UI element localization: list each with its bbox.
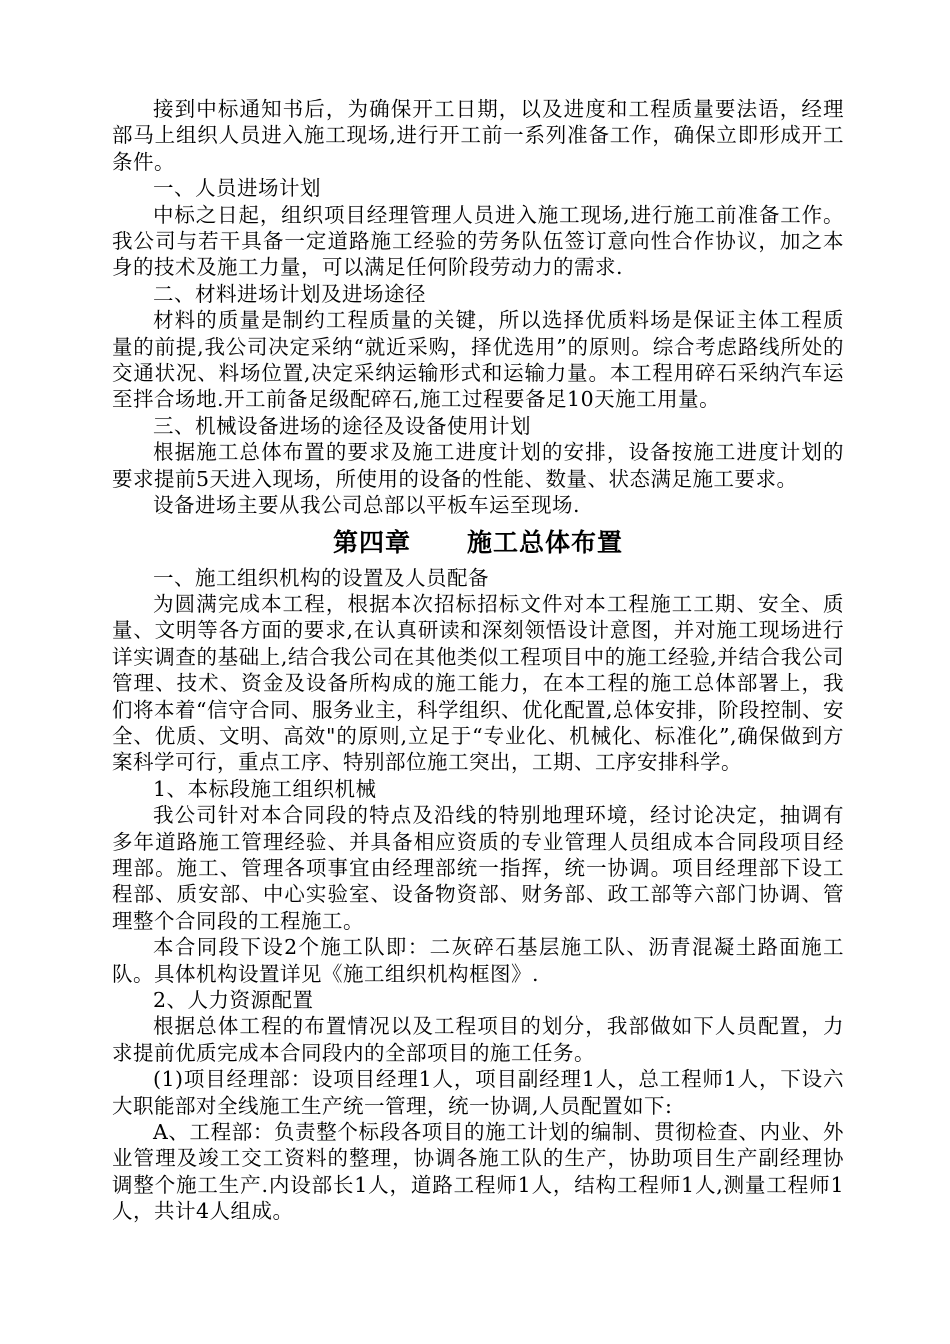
paragraph-personnel: 中标之日起，组织项目经理管理人员进入施工现场,进行施工前准备工作。我公司与若干具备一定道路施工经验的劳务队伍签订意向性合作协议，加之本身的技术及施工力量，可以满足任何阶段劳动力的需求.: [112, 202, 844, 280]
paragraph-project-department: (1)项目经理部：设项目经理1人，项目副经理1人，总工程师1人，下设六大职能部对全线施工生产统一管理，统一协调,人员配置如下:: [112, 1067, 844, 1118]
chapter-heading: [112, 527, 844, 559]
section-heading-equipment: 三、机械设备进场的途径及设备使用计划: [153, 413, 531, 438]
paragraph-human-resources: 根据总体工程的布置情况以及工程项目的划分，我部做如下人员配置，力求提前优质完成本合同段内的全部项目的施工任务。: [112, 1014, 844, 1065]
section-heading-organization: 一、施工组织机构的设置及人员配备: [153, 565, 489, 590]
paragraph-equipment: 根据施工总体布置的要求及施工进度计划的安排，设备按施工进度计划的要求提前5天进入现场，所使用的设备的性能、数量、状态满足施工要求。: [112, 440, 844, 491]
chapter-title: 施工总体布置: [467, 527, 624, 557]
paragraph-org-structure: 我公司针对本合同段的特点及沿线的特别地理环境，经讨论决定，抽调有多年道路施工管理经验、并具备相应资质的专业管理人员组成本合同段项目经理部。施工、管理各项事宜由经理部统一指挥，统一协调。项目经理部下设工程部、质安部、中心实验室、设备物资部、财务部、政工部等六部门协调、管理整个合同段的工程施工。: [112, 803, 844, 933]
subsection-heading-org-structure: 1、本标段施工组织机械: [153, 776, 377, 801]
paragraph-materials: 材料的质量是制约工程质量的关键，所以选择优质料场是保证主体工程质量的前提,我公司决定采纳“就近采购，择优选用”的原则。综合考虑路线所处的交通状况、料场位置,决定采纳运输形式和运输力量。本工程用碎石采纳汽车运至拌合场地.开工前备足级配碎石,施工过程要备足10天施工用量。: [112, 308, 844, 412]
document-page: [112, 96, 844, 1225]
paragraph-construction-teams: 本合同段下设2个施工队即：二灰碎石基层施工队、沥青混凝土路面施工队。具体机构设置详见《施工组织机构框图》.: [112, 935, 844, 986]
paragraph-equipment-transport: 设备进场主要从我公司总部以平板车运至现场.: [153, 493, 581, 518]
paragraph-engineering-department: A、工程部：负责整个标段各项目的施工计划的编制、贯彻检查、内业、外业管理及竣工交工资料的整理，协调各施工队的生产，协助项目生产副经理协调整个施工生产.内设部长1人，道路工程师1人，结构工程师1人,测量工程师1人，共计4人组成。: [112, 1120, 844, 1224]
section-heading-materials: 二、材料进场计划及进场途径: [153, 281, 426, 306]
section-heading-personnel: 一、人员进场计划: [153, 176, 321, 201]
subsection-heading-human-resources: 2、人力资源配置: [153, 988, 314, 1012]
paragraph-organization: 为圆满完成本工程，根据本次招标招标文件对本工程施工工期、安全、质量、文明等各方面的要求,在认真研读和深刻领悟设计意图，并对施工现场进行详实调查的基础上,结合我公司在其他类似工程项目中的施工经验,并结合我公司管理、技术、资金及设备所构成的施工能力，在本工程的施工总体部署上，我们将本着“信守合同、服务业主，科学组织、优化配置,总体安排，阶段控制、安全、优质、文明、高效"的原则,立足于“专业化、机械化、标准化”,确保做到方案科学可行，重点工序、特别部位施工突出，工期、工序安排科学。: [112, 591, 844, 775]
chapter-number: 第四章: [332, 527, 411, 557]
paragraph-intro: 接到中标通知书后，为确保开工日期，以及进度和工程质量要法语，经理部马上组织人员进入施工现场,进行开工前一系列准备工作，确保立即形成开工条件。: [112, 97, 844, 174]
